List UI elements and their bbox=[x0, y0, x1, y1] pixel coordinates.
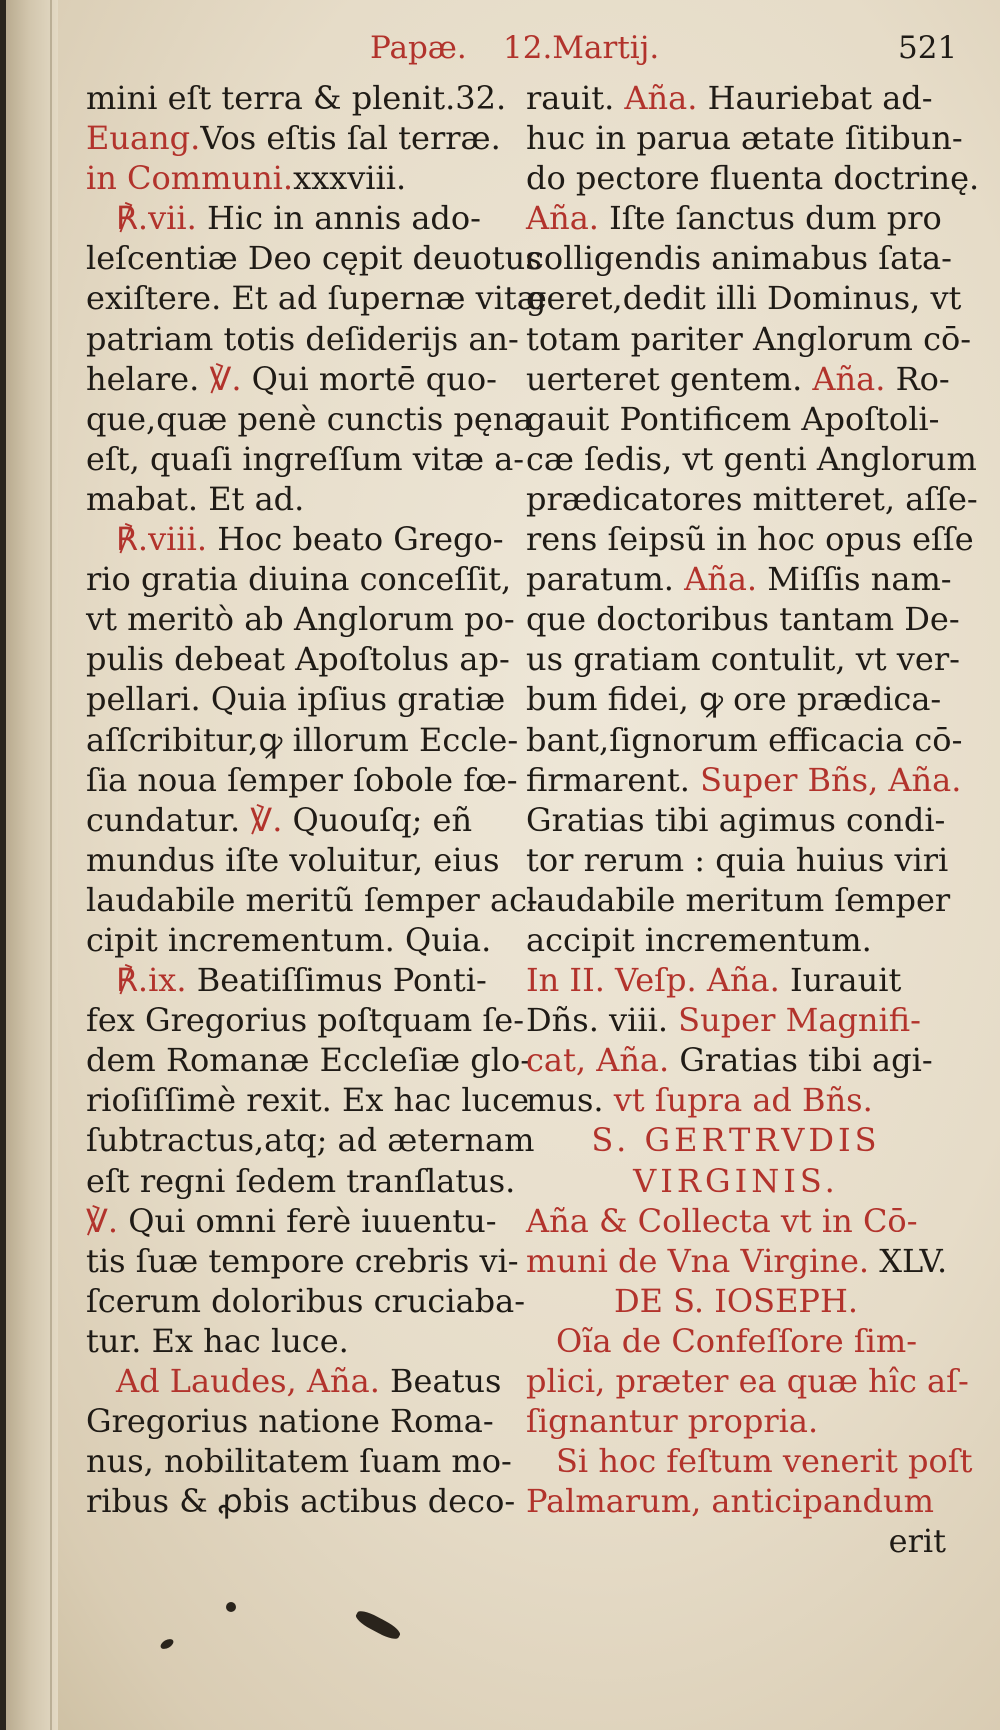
gutter-fold-line bbox=[50, 0, 52, 1730]
text-segment: Beatiſſimus Ponti- bbox=[186, 961, 487, 1000]
text-line bbox=[526, 78, 946, 118]
text-line bbox=[86, 238, 542, 278]
ink-spot bbox=[226, 1602, 236, 1612]
text-line bbox=[86, 1321, 498, 1361]
text-line bbox=[526, 1040, 946, 1080]
text-line bbox=[526, 399, 946, 439]
text-segment: Hic in annis ado- bbox=[196, 199, 481, 238]
text-segment: muni de Vna Virgine. bbox=[526, 1241, 880, 1280]
text-line bbox=[526, 720, 963, 760]
text-segment: Beatus bbox=[379, 1362, 502, 1400]
text-segment: VIRGINIS. bbox=[633, 1161, 839, 1200]
text-line bbox=[526, 1080, 946, 1120]
text-segment: ſcerum doloribus cruciaba- bbox=[86, 1281, 526, 1320]
text-segment: Gratias tibi agimus condi- bbox=[526, 800, 946, 839]
text-segment: pulis debeat Apoſtolus ap- bbox=[86, 640, 510, 679]
text-line bbox=[86, 1120, 535, 1160]
running-head bbox=[0, 28, 1000, 68]
text-segment: bant,ſignorum efficacia cō- bbox=[526, 720, 963, 759]
text-segment: laudabile meritũ ſemper ac- bbox=[86, 880, 538, 919]
text-line bbox=[86, 599, 515, 639]
text-segment: ℣. bbox=[209, 359, 242, 398]
text-segment: eſt regni ſedem tranſlatus. bbox=[86, 1161, 516, 1200]
text-line bbox=[86, 1481, 516, 1521]
text-line bbox=[86, 960, 498, 1000]
text-segment: huc in parua ætate ſitibun- bbox=[526, 119, 963, 158]
text-line bbox=[86, 920, 498, 960]
text-segment: Aña. bbox=[526, 199, 599, 238]
text-segment: fex Gregorius poſtquam ſe- bbox=[86, 1001, 525, 1040]
text-segment: paratum. bbox=[526, 560, 685, 599]
text-line bbox=[86, 840, 498, 880]
text-segment: totam pariter Anglorum cō- bbox=[526, 319, 972, 358]
text-line bbox=[526, 278, 962, 318]
text-segment: Super Magnifi- bbox=[678, 1001, 921, 1040]
text-line bbox=[526, 1521, 946, 1561]
text-segment: helare. bbox=[86, 359, 210, 398]
text-segment: Ad Laudes, Aña. bbox=[116, 1362, 380, 1400]
text-line bbox=[86, 78, 507, 118]
text-segment: vt ſupra ad Bñs. bbox=[613, 1081, 873, 1120]
text-segment: rens ſeipsũ in hoc opus eſſe bbox=[526, 520, 974, 559]
text-line bbox=[86, 1241, 519, 1281]
text-segment: erit bbox=[888, 1522, 946, 1561]
text-line bbox=[86, 1201, 498, 1241]
text-segment: Hoc beato Grego- bbox=[207, 520, 504, 559]
text-segment: Qui mortē quo- bbox=[241, 359, 497, 398]
text-segment: Miſſis nam- bbox=[757, 560, 952, 599]
text-line bbox=[86, 439, 525, 479]
text-segment: mundus iſte voluitur, eius bbox=[86, 840, 500, 879]
text-segment: DE S. IOSEPH. bbox=[613, 1281, 859, 1320]
text-line bbox=[86, 1401, 498, 1441]
text-segment: dem Romanæ Eccleſiæ glo- bbox=[86, 1041, 532, 1080]
text-line bbox=[86, 1281, 526, 1321]
text-line bbox=[526, 158, 980, 198]
text-line bbox=[526, 319, 972, 359]
text-segment: que,quæ penè cunctis pęna bbox=[86, 399, 533, 438]
text-segment: exiſtere. Et ad ſupernæ vitæ bbox=[86, 279, 547, 318]
text-segment: ℣. bbox=[86, 1201, 119, 1240]
text-line bbox=[86, 1080, 530, 1120]
text-segment: Si hoc feſtum venerit poſt bbox=[556, 1442, 973, 1481]
text-line bbox=[526, 800, 946, 840]
text-segment: us gratiam contulit, vt ver- bbox=[526, 640, 960, 679]
text-line bbox=[526, 1401, 946, 1441]
text-line bbox=[526, 679, 946, 719]
text-line bbox=[86, 1000, 525, 1040]
right-text-column bbox=[526, 78, 980, 1561]
text-segment: vt meritò ab Anglorum po- bbox=[86, 600, 515, 639]
text-line bbox=[86, 1361, 502, 1401]
text-segment: aſſcribitur,ꝙ illorum Eccle- bbox=[86, 720, 519, 759]
text-segment: firmarent. bbox=[526, 760, 701, 799]
text-line bbox=[86, 399, 533, 439]
text-line bbox=[86, 158, 498, 198]
text-segment: uerteret gentem. bbox=[526, 359, 813, 398]
text-segment: Aña. bbox=[684, 560, 758, 599]
text-segment: Palmarum, anticipandum bbox=[526, 1482, 934, 1521]
text-segment: tur. Ex hac luce. bbox=[86, 1321, 349, 1360]
text-segment: ℣. bbox=[250, 800, 283, 839]
text-line bbox=[526, 1281, 946, 1321]
text-line bbox=[86, 720, 519, 760]
text-segment: XLV. bbox=[879, 1241, 948, 1280]
text-segment: in Communi. bbox=[86, 159, 294, 198]
text-line bbox=[526, 880, 951, 920]
text-segment: ſubtractus,atq; ad æternam bbox=[86, 1121, 535, 1160]
text-segment: gauit Pontificem Apoſtoli- bbox=[526, 399, 940, 438]
text-segment: ℟.vii. bbox=[116, 199, 197, 238]
text-segment: rioſiſſimè rexit. Ex hac luce bbox=[86, 1081, 530, 1120]
text-line bbox=[526, 1321, 946, 1361]
text-line bbox=[526, 1481, 946, 1521]
text-line bbox=[526, 559, 952, 599]
text-segment: cundatur. bbox=[86, 800, 251, 839]
text-segment: ℟.viii. bbox=[116, 520, 208, 559]
text-line bbox=[526, 359, 950, 399]
text-segment: Ro- bbox=[885, 359, 950, 398]
text-segment: geret,dedit illi Dominus, vt bbox=[526, 279, 962, 318]
text-line bbox=[526, 238, 952, 278]
text-segment: Aña & Collecta vt in Cō- bbox=[526, 1201, 918, 1240]
text-segment: mini eſt terra & plenit.32. bbox=[86, 79, 507, 117]
text-line bbox=[86, 519, 504, 559]
text-line bbox=[86, 639, 510, 679]
text-segment: do pectore fluenta doctrinę. bbox=[526, 159, 980, 198]
text-line bbox=[526, 920, 946, 960]
text-segment: colligendis animabus ſata- bbox=[526, 239, 952, 278]
text-segment: mus. bbox=[526, 1081, 614, 1120]
text-segment: patriam totis deſiderijs an- bbox=[86, 319, 519, 358]
text-line bbox=[526, 639, 960, 679]
text-segment: plici, præter ea quæ hîc aſ- bbox=[526, 1362, 969, 1400]
text-segment: prædicatores mitteret, aſſe- bbox=[526, 479, 978, 518]
text-line bbox=[86, 800, 498, 840]
text-segment: Qui omni ferè iuuentu- bbox=[118, 1201, 497, 1240]
text-line bbox=[526, 1441, 973, 1481]
text-segment: nus, nobilitatem ſuam mo- bbox=[86, 1442, 512, 1481]
running-head-date: 12.Martij. bbox=[503, 30, 660, 66]
text-line bbox=[526, 1161, 946, 1201]
page-number: 521 bbox=[898, 30, 958, 66]
text-line bbox=[526, 439, 977, 479]
text-line bbox=[86, 559, 512, 599]
text-line bbox=[526, 599, 960, 639]
text-line bbox=[86, 679, 506, 719]
text-segment: leſcentiæ Deo cępit deuotus bbox=[86, 239, 542, 278]
text-line bbox=[526, 1241, 946, 1281]
text-segment: Iſte ſanctus dum pro bbox=[598, 199, 942, 238]
text-line bbox=[86, 479, 498, 519]
text-segment: Dñs. viii. bbox=[526, 1001, 679, 1040]
text-segment: pellari. Quia ipſius gratiæ bbox=[86, 680, 506, 719]
text-line bbox=[526, 1120, 946, 1160]
text-segment: Oĩa de Confeſſore ſim- bbox=[556, 1321, 918, 1360]
text-segment: Gratias tibi agi- bbox=[669, 1041, 933, 1080]
text-segment: S. GERTRVDIS bbox=[591, 1121, 881, 1160]
text-segment: ribus & ꝓbis actibus deco- bbox=[86, 1482, 516, 1521]
text-segment: Iurauit bbox=[779, 961, 902, 1000]
text-line bbox=[86, 118, 501, 158]
text-line bbox=[86, 198, 498, 238]
text-segment: cæ ſedis, vt genti Anglorum bbox=[526, 439, 977, 478]
text-line bbox=[526, 1201, 946, 1241]
text-line bbox=[526, 1000, 946, 1040]
text-line bbox=[526, 1361, 969, 1401]
text-segment: cat, Aña. bbox=[526, 1041, 670, 1080]
text-line bbox=[526, 960, 946, 1000]
left-text-column bbox=[86, 78, 547, 1521]
text-line bbox=[86, 1040, 532, 1080]
text-line bbox=[526, 519, 974, 559]
text-line bbox=[86, 1161, 516, 1201]
text-segment: Euang. bbox=[86, 119, 201, 158]
text-line bbox=[526, 760, 962, 800]
text-segment: Super Bñs, Aña. bbox=[700, 760, 962, 799]
text-segment: rio gratia diuina conceſſit, bbox=[86, 560, 512, 599]
text-segment: Vos eſtis ſal terræ. bbox=[200, 119, 501, 158]
text-segment: xxxviii. bbox=[293, 159, 407, 198]
text-segment: que doctoribus tantam De- bbox=[526, 600, 960, 639]
text-segment: laudabile meritum ſemper bbox=[526, 880, 951, 919]
text-segment: cipit incrementum. Quia. bbox=[86, 920, 492, 959]
text-segment: bum fidei, ꝙ ore prædica- bbox=[526, 680, 942, 719]
text-line bbox=[526, 840, 949, 880]
text-segment: tor rerum : quia huius viri bbox=[526, 840, 949, 879]
text-line bbox=[86, 760, 518, 800]
text-segment: rauit. bbox=[526, 79, 625, 117]
text-segment: ſia noua ſemper ſobole fœ- bbox=[86, 760, 518, 799]
text-line bbox=[86, 319, 519, 359]
text-segment: ℟.ix. bbox=[116, 961, 187, 1000]
text-segment: Aña. bbox=[624, 79, 698, 117]
text-segment: eſt, quaſi ingreſſum vitæ a- bbox=[86, 439, 525, 478]
text-line bbox=[526, 198, 946, 238]
text-line bbox=[86, 1441, 512, 1481]
text-segment: Quouſq; eñ bbox=[282, 800, 473, 839]
text-segment: Hauriebat ad- bbox=[697, 79, 933, 117]
text-segment: accipit incrementum. bbox=[526, 920, 872, 959]
text-segment: ſignantur propria. bbox=[526, 1402, 819, 1441]
text-line bbox=[86, 278, 547, 318]
text-segment: Aña. bbox=[812, 359, 886, 398]
text-line bbox=[86, 359, 498, 399]
text-line bbox=[86, 880, 538, 920]
text-segment: In II. Veſp. Aña. bbox=[526, 961, 780, 1000]
running-head-saint: Papæ. bbox=[370, 30, 467, 66]
text-line bbox=[526, 118, 963, 158]
text-line bbox=[526, 479, 978, 519]
text-segment: mabat. Et ad. bbox=[86, 479, 305, 518]
text-segment: tis ſuæ tempore crebris vi- bbox=[86, 1241, 519, 1280]
text-segment: Gregorius natione Roma- bbox=[86, 1402, 494, 1441]
